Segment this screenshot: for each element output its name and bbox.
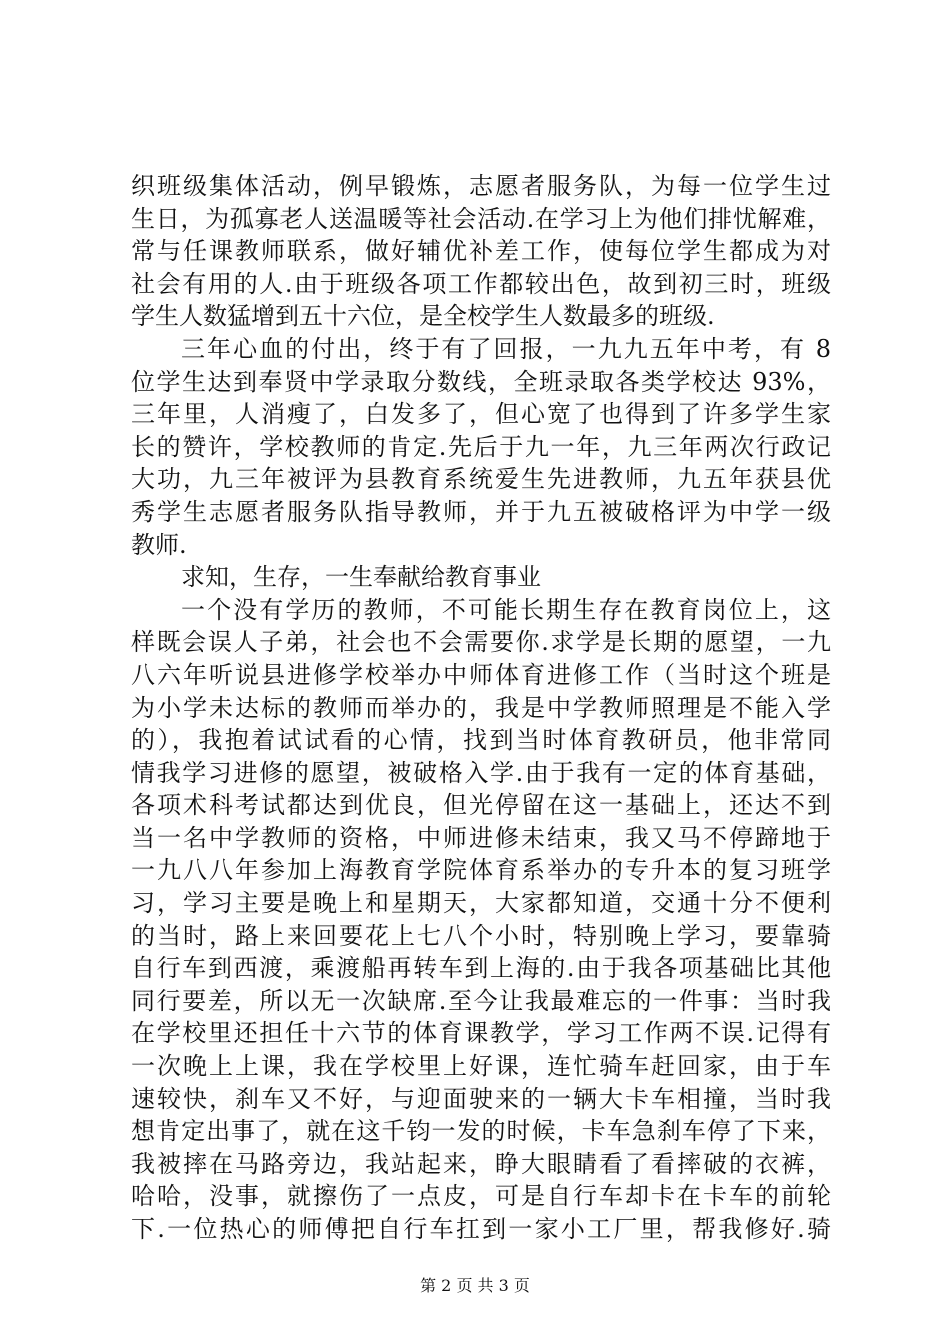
text-line: 求知，生存，一生奉献给教育事业 bbox=[181, 563, 541, 592]
text-line: 大功，九三年被评为县教育系统爱生先进教师，九五年获县优 bbox=[131, 465, 831, 494]
text-line: 社会有用的人.由于班级各项工作都较出色，故到初三时，班级 bbox=[131, 269, 831, 298]
text-line: 位学生达到奉贤中学录取分数线，全班录取各类学校达 93%， bbox=[131, 367, 831, 396]
text-line: 织班级集体活动，例早锻炼，志愿者服务队，为每一位学生过 bbox=[131, 172, 831, 200]
text-line: 速较快，刹车又不好，与迎面驶来的一辆大卡车相撞，当时我 bbox=[131, 1084, 831, 1113]
page-footer: 第 2 页 共 3 页 bbox=[420, 1276, 530, 1295]
text-line: 长的赞许，学校教师的肯定.先后于九一年，九三年两次行政记 bbox=[131, 432, 831, 461]
text-line: 生日，为孤寡老人送温暖等社会活动.在学习上为他们排忧解难， bbox=[131, 204, 831, 233]
text-line: 一次晚上上课，我在学校里上好课，连忙骑车赶回家，由于车 bbox=[131, 1052, 831, 1081]
text-line: 在学校里还担任十六节的体育课教学，学习工作两不误.记得有 bbox=[131, 1019, 831, 1048]
text-line: 八六年听说县进修学校举办中师体育进修工作（当时这个班是 bbox=[131, 660, 831, 689]
text-line: 想肯定出事了，就在这千钧一发的时候，卡车急刹车停了下来， bbox=[131, 1117, 831, 1146]
text-line: 自行车到西渡，乘渡船再转车到上海的.由于我各项基础比其他 bbox=[131, 954, 831, 983]
text-line: 样既会误人子弟，社会也不会需要你.求学是长期的愿望，一九 bbox=[131, 628, 831, 657]
text-line: 秀学生志愿者服务队指导教师，并于九五被破格评为中学一级 bbox=[131, 497, 831, 526]
text-line: 同行要差，所以无一次缺席.至今让我最难忘的一件事：当时我 bbox=[131, 986, 831, 1015]
text-line: 教师. bbox=[131, 530, 187, 559]
text-line: 下.一位热心的师傅把自行车扛到一家小工厂里，帮我修好.骑 bbox=[131, 1215, 831, 1243]
text-line: 我被摔在马路旁边，我站起来，睁大眼睛看了看摔破的衣裤， bbox=[131, 1149, 831, 1178]
text-line: 常与任课教师联系，做好辅优补差工作，使每位学生都成为对 bbox=[131, 237, 831, 266]
text-line: 各项术科考试都达到优良，但光停留在这一基础上，还达不到 bbox=[131, 791, 831, 820]
text-line: 三年心血的付出，终于有了回报，一九九五年中考，有 8 bbox=[181, 334, 831, 363]
body-text bbox=[131, 170, 831, 1246]
text-line: 哈哈，没事，就擦伤了一点皮，可是自行车却卡在卡车的前轮 bbox=[131, 1182, 831, 1211]
text-line: 的当时，路上来回要花上七八个小时，特别晚上学习，要靠骑 bbox=[131, 921, 831, 950]
text-line: 情我学习进修的愿望，被破格入学.由于我有一定的体育基础， bbox=[131, 758, 831, 787]
text-line: 为小学未达标的教师而举办的，我是中学教师照理是不能入学 bbox=[131, 693, 831, 722]
text-line: 的），我抱着试试看的心情，找到当时体育教研员，他非常同 bbox=[131, 726, 831, 755]
text-line: 三年里，人消瘦了，白发多了，但心宽了也得到了许多学生家 bbox=[131, 400, 831, 429]
text-line: 一个没有学历的教师，不可能长期生存在教育岗位上，这 bbox=[181, 595, 831, 624]
text-line: 当一名中学教师的资格，中师进修未结束，我又马不停蹄地于 bbox=[131, 823, 831, 852]
text-line: 学生人数猛增到五十六位，是全校学生人数最多的班级. bbox=[131, 302, 715, 331]
text-line: 一九八八年参加上海教育学院体育系举办的专升本的复习班学 bbox=[131, 856, 831, 885]
text-line: 习，学习主要是晚上和星期天，大家都知道，交通十分不便利 bbox=[131, 889, 831, 918]
